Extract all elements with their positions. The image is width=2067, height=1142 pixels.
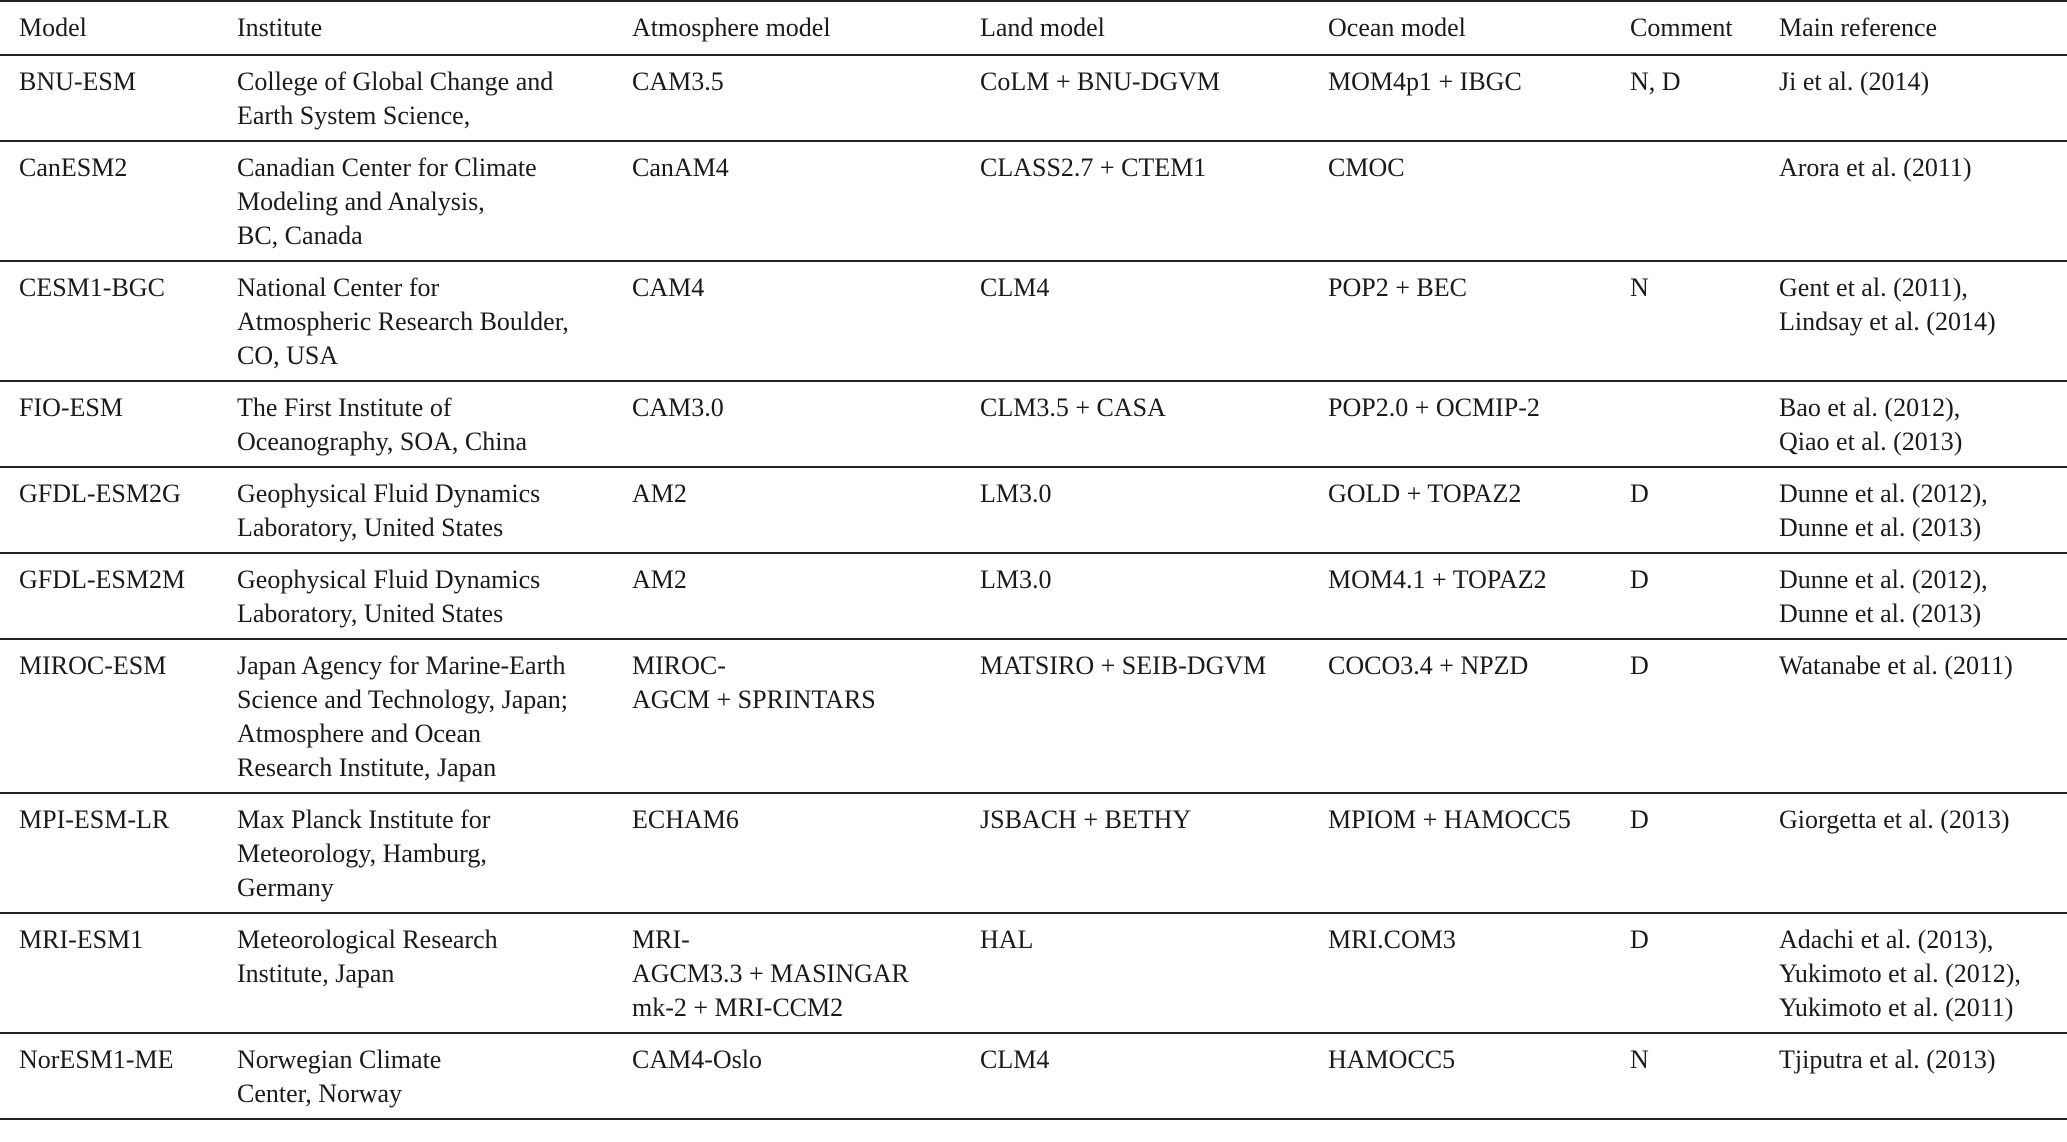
cell-ocean: POP2.0 + OCMIP-2 (1309, 381, 1611, 467)
cell-land: CLM4 (961, 1033, 1309, 1119)
table-row (0, 55, 2067, 141)
header-atmosphere-model: Atmosphere model (613, 1, 961, 55)
cell-ocean: POP2 + BEC (1309, 261, 1611, 381)
cell-land: MATSIRO + SEIB-DGVM (961, 639, 1309, 793)
cell-atmosphere: CanAM4 (613, 141, 961, 261)
cell-reference: Gent et al. (2011), Lindsay et al. (2014) (1760, 261, 2067, 381)
cell-ocean: MPIOM + HAMOCC5 (1309, 793, 1611, 913)
cell-model: MIROC-ESM (0, 639, 218, 793)
cell-institute: College of Global Change and Earth System Science, (218, 55, 613, 141)
cell-model: GFDL-ESM2G (0, 467, 218, 553)
cell-atmosphere: CAM4 (613, 261, 961, 381)
cell-institute: National Center for Atmospheric Research Boulder, CO, USA (218, 261, 613, 381)
cell-comment (1611, 381, 1760, 467)
cell-model: NorESM1-ME (0, 1033, 218, 1119)
cell-ocean: MOM4p1 + IBGC (1309, 55, 1611, 141)
cell-reference: Dunne et al. (2012), Dunne et al. (2013) (1760, 467, 2067, 553)
header-land-model: Land model (961, 1, 1309, 55)
table-row (0, 553, 2067, 639)
cell-land: CLASS2.7 + CTEM1 (961, 141, 1309, 261)
cell-model: FIO-ESM (0, 381, 218, 467)
cell-atmosphere: MIROC- AGCM + SPRINTARS (613, 639, 961, 793)
cell-atmosphere: AM2 (613, 467, 961, 553)
cell-comment: N (1611, 261, 1760, 381)
cell-reference: Adachi et al. (2013), Yukimoto et al. (2012), Yukimoto et al. (2011) (1760, 913, 2067, 1033)
cell-reference: Dunne et al. (2012), Dunne et al. (2013) (1760, 553, 2067, 639)
table-row (0, 381, 2067, 467)
table-row (0, 913, 2067, 1033)
cell-ocean: GOLD + TOPAZ2 (1309, 467, 1611, 553)
cell-land: CLM3.5 + CASA (961, 381, 1309, 467)
cell-model: CESM1-BGC (0, 261, 218, 381)
table-row (0, 141, 2067, 261)
cell-comment: N (1611, 1033, 1760, 1119)
cell-land: CoLM + BNU-DGVM (961, 55, 1309, 141)
cell-ocean: MRI.COM3 (1309, 913, 1611, 1033)
cell-model: MRI-ESM1 (0, 913, 218, 1033)
cell-atmosphere: CAM4-Oslo (613, 1033, 961, 1119)
cell-institute: Geophysical Fluid Dynamics Laboratory, United States (218, 553, 613, 639)
cell-comment (1611, 141, 1760, 261)
header-model: Model (0, 1, 218, 55)
cell-atmosphere: AM2 (613, 553, 961, 639)
cell-atmosphere: MRI- AGCM3.3 + MASINGAR mk-2 + MRI-CCM2 (613, 913, 961, 1033)
cell-institute: The First Institute of Oceanography, SOA, China (218, 381, 613, 467)
cell-land: LM3.0 (961, 467, 1309, 553)
cell-atmosphere: ECHAM6 (613, 793, 961, 913)
cell-comment: D (1611, 553, 1760, 639)
cell-land: HAL (961, 913, 1309, 1033)
cell-comment: N, D (1611, 55, 1760, 141)
header-ocean-model: Ocean model (1309, 1, 1611, 55)
cell-reference: Ji et al. (2014) (1760, 55, 2067, 141)
cell-reference: Arora et al. (2011) (1760, 141, 2067, 261)
table-row (0, 639, 2067, 793)
cell-institute: Geophysical Fluid Dynamics Laboratory, United States (218, 467, 613, 553)
cell-institute: Meteorological Research Institute, Japan (218, 913, 613, 1033)
cell-comment: D (1611, 467, 1760, 553)
table-row (0, 793, 2067, 913)
cell-atmosphere: CAM3.0 (613, 381, 961, 467)
cell-ocean: CMOC (1309, 141, 1611, 261)
header-institute: Institute (218, 1, 613, 55)
cell-model: MPI-ESM-LR (0, 793, 218, 913)
cell-model: CanESM2 (0, 141, 218, 261)
cell-ocean: COCO3.4 + NPZD (1309, 639, 1611, 793)
cell-reference: Watanabe et al. (2011) (1760, 639, 2067, 793)
table-row (0, 1033, 2067, 1119)
cell-institute: Canadian Center for Climate Modeling and Analysis, BC, Canada (218, 141, 613, 261)
cell-land: JSBACH + BETHY (961, 793, 1309, 913)
header-row (0, 1, 2067, 55)
cell-atmosphere: CAM3.5 (613, 55, 961, 141)
cell-model: BNU-ESM (0, 55, 218, 141)
header-main-reference: Main reference (1760, 1, 2067, 55)
cell-reference: Tjiputra et al. (2013) (1760, 1033, 2067, 1119)
cell-comment: D (1611, 639, 1760, 793)
cell-ocean: HAMOCC5 (1309, 1033, 1611, 1119)
header-comment: Comment (1611, 1, 1760, 55)
table-row (0, 261, 2067, 381)
cell-ocean: MOM4.1 + TOPAZ2 (1309, 553, 1611, 639)
cell-reference: Bao et al. (2012), Qiao et al. (2013) (1760, 381, 2067, 467)
table-row (0, 467, 2067, 553)
cell-institute: Japan Agency for Marine-Earth Science and Technology, Japan; Atmosphere and Ocean Research Institute, Japan (218, 639, 613, 793)
cell-comment: D (1611, 913, 1760, 1033)
cell-reference: Giorgetta et al. (2013) (1760, 793, 2067, 913)
cell-institute: Max Planck Institute for Meteorology, Hamburg, Germany (218, 793, 613, 913)
cell-institute: Norwegian Climate Center, Norway (218, 1033, 613, 1119)
cell-land: LM3.0 (961, 553, 1309, 639)
cell-land: CLM4 (961, 261, 1309, 381)
cell-comment: D (1611, 793, 1760, 913)
cell-model: GFDL-ESM2M (0, 553, 218, 639)
